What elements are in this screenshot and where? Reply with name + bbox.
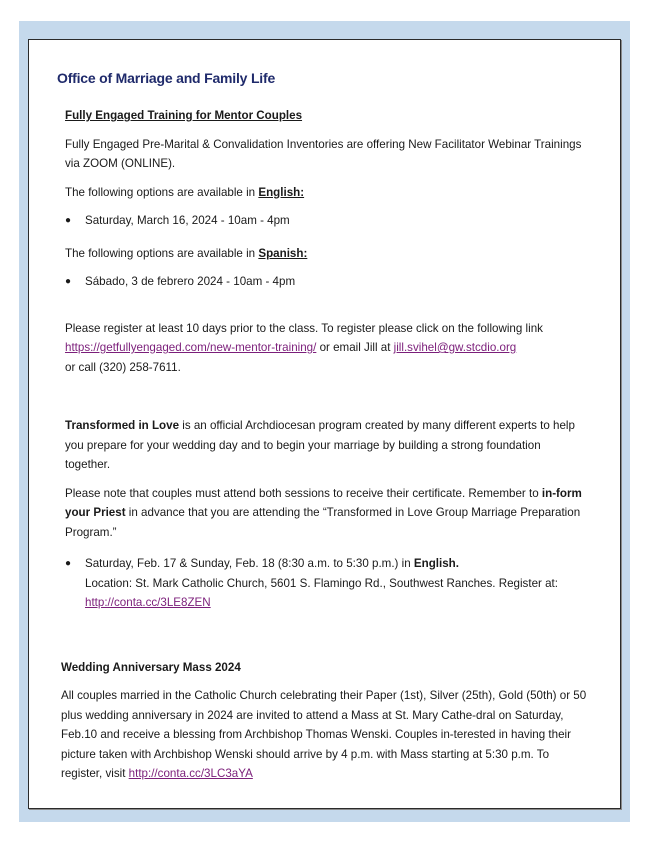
transformed-intro	[65, 416, 585, 475]
note-start: Please note that couples must attend both sessions to receive their certificate. Remember to	[65, 486, 542, 500]
list-item-spanish-option	[65, 272, 585, 292]
transformed-session-text	[85, 554, 585, 613]
bullet-icon: ●	[65, 276, 72, 287]
call-text: or call (320) 258-7611.	[65, 360, 181, 374]
note-end: in advance that you are attending the “Transformed in Love Group Marriage Preparation Program.”	[65, 506, 581, 539]
fully-engaged-intro: Fully Engaged Pre-Marital & Convalidation Inventories are offering New Facilitator Webinar Trainings via ZOOM (ONLINE).	[65, 137, 582, 170]
jill-email-link[interactable]: jill.svihel@gw.stcdio.org	[393, 341, 517, 354]
english-options-prefix: The following options are available in	[65, 185, 259, 199]
transformed-program-name: Transformed in Love	[65, 419, 180, 432]
spanish-options-label	[65, 244, 585, 264]
spanish-label: Spanish:	[258, 246, 308, 260]
session-language: English.	[413, 557, 459, 570]
bullet-icon: ●	[65, 558, 72, 569]
email-text: or email Jill at	[316, 341, 394, 354]
register-text: Please register at least 10 days prior to the class. To register please click on the following link	[65, 321, 543, 335]
anniversary-body-text: All couples married in the Catholic Church celebrating their Paper (1st), Silver (25th), Gold (50th) or 50 plus wedding anniversary in 2024 are invited to attend a Mass at St. Mary Cathe-dral on Saturday, Feb.10 and receive a blessing from Archbishop Thomas Wenski. Couples in-terested in having their picture taken with Archbishop Wenski should arrive by 4 p.m. with Mass starting at 5:30 p.m. To register, visit	[61, 689, 587, 780]
transformed-register-link[interactable]: http://conta.cc/3LE8ZEN	[85, 596, 211, 609]
english-options-label	[65, 183, 585, 203]
list-item-transformed-session	[65, 554, 585, 613]
transformed-intro-text: is an official Archdiocesan program created by many different experts to help you prepare for your wedding day and to begin your marriage by building a strong foundation together.	[65, 419, 575, 471]
session-location: Location: St. Mark Catholic Church, 5601 S. Flamingo Rd., Southwest Ranches. Register at:	[85, 576, 558, 590]
spanish-option-text: Sábado, 3 de febrero 2024 - 10am - 4pm	[85, 275, 296, 288]
anniversary-section	[61, 658, 587, 784]
anniversary-register-link[interactable]: http://conta.cc/3LC3aYA	[128, 767, 253, 780]
office-title: Office of Marriage and Family Life	[57, 70, 276, 86]
english-label: English:	[258, 185, 305, 199]
spacer	[65, 622, 585, 658]
document-page	[28, 39, 621, 809]
fully-engaged-heading: Fully Engaged Training for Mentor Couples	[65, 109, 303, 122]
anniversary-body	[61, 686, 587, 784]
fully-engaged-register-link[interactable]: https://getfullyengaged.com/new-mentor-training/	[65, 341, 317, 354]
session-dates: Saturday, Feb. 17 & Sunday, Feb. 18 (8:30 a.m. to 5:30 p.m.) in	[85, 557, 414, 570]
note-bold: in-form your Priest	[65, 486, 582, 519]
page-frame	[19, 21, 630, 822]
spacer	[65, 386, 585, 416]
spanish-options-prefix: The following options are available in	[65, 246, 259, 260]
fully-engaged-register-paragraph	[65, 319, 585, 378]
bullet-icon: ●	[65, 215, 72, 226]
english-option-text: Saturday, March 16, 2024 - 10am - 4pm	[85, 214, 290, 227]
spacer	[65, 301, 585, 319]
document-content	[61, 106, 587, 793]
list-item-english-option	[65, 211, 585, 231]
anniversary-heading: Wedding Anniversary Mass 2024	[61, 660, 241, 674]
transformed-note	[65, 484, 585, 543]
